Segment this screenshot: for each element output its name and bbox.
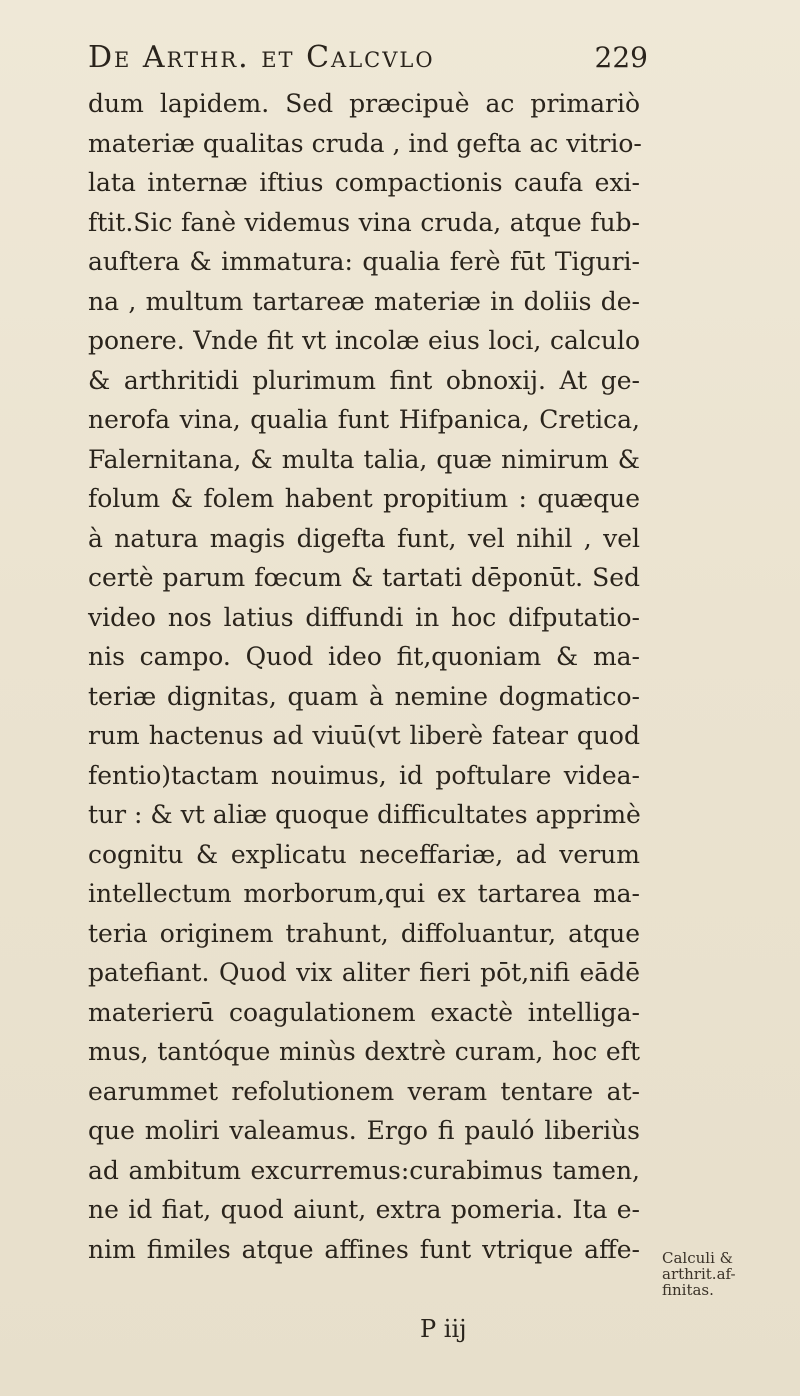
text-line: que moliri valeamus. Ergo fi pauló liberiùs [88,1116,640,1145]
marginal-note-line: finitas. [662,1281,714,1299]
text-line: auftera & immatura: qualia ferè fūt Tiguri- [88,247,640,276]
text-line: folum & folem habent propitium : quæque [88,484,640,513]
text-line: Falernitana, & multa talia, quæ nimirum & [88,444,640,474]
text-line: tur : & vt aliæ quoque difficultates apprimè [88,800,641,829]
text-line: nim fimiles atque affines funt vtrique affe- [88,1234,640,1264]
running-header [88,38,648,78]
text-line: certè parum fœcum & tartati dēponūt. Sed [88,563,640,592]
text-line: na , multum tartareæ materiæ in doliis de- [88,286,640,316]
marginal-note-line: arthrit.af- [662,1265,736,1283]
text-line: intellectum morborum,qui ex tartarea ma- [88,879,640,908]
text-line: teriæ dignitas, quam à nemine dogmatico- [88,681,640,711]
text-line: cognitu & explicatu neceffariæ, ad verum [88,839,640,869]
text-line: ftit.Sic fanè videmus vina cruda, atque fub- [88,207,640,237]
text-line: mus, tantóque minùs dextrè curam, hoc eft [88,1037,640,1066]
signature-mark: P iij [420,1315,467,1343]
text-line: ponere. Vnde fit vt incolæ eius loci, calculo [88,326,640,355]
text-line: rum hactenus ad viuū(vt liberè fatear quod [88,721,640,750]
marginal-note-line: Calculi & [662,1249,733,1267]
text-line: & arthritidi plurimum fint obnoxij. At ge- [88,365,640,395]
text-line: à natura magis digefta funt, vel nihil , vel [88,523,640,553]
marginal-note [662,1250,766,1298]
body-text [88,84,640,1269]
text-line: teria originem trahunt, diffoluantur, atque [88,918,640,948]
page-number: 229 [594,41,648,74]
running-title: De Arthr. et Calcvlo [88,40,435,75]
text-line: materiæ qualitas cruda , ind gefta ac vitrio- [88,128,642,158]
text-line: video nos latius diffundi in hoc difputatio- [88,602,640,632]
text-line: fentio)tactam nouimus, id poftulare videa- [88,760,640,790]
text-line: earummet refolutionem veram tentare at- [88,1076,640,1106]
text-line: nerofa vina, qualia funt Hifpanica, Cretica, [88,405,640,434]
text-line: ad ambitum excurremus:curabimus tamen, [88,1155,640,1185]
text-line: ne id fiat, quod aiunt, extra pomeria. Ita e- [88,1195,640,1224]
text-line: dum lapidem. Sed præcipuè ac primariò [88,89,640,118]
text-line: materierū coagulationem exactè intelliga- [88,997,640,1027]
text-line: patefiant. Quod vix aliter fieri pōt,nifi eādē [88,958,640,987]
text-line: lata internæ iftius compactionis caufa exi- [88,168,640,197]
text-line: nis campo. Quod ideo fit,quoniam & ma- [88,642,640,671]
